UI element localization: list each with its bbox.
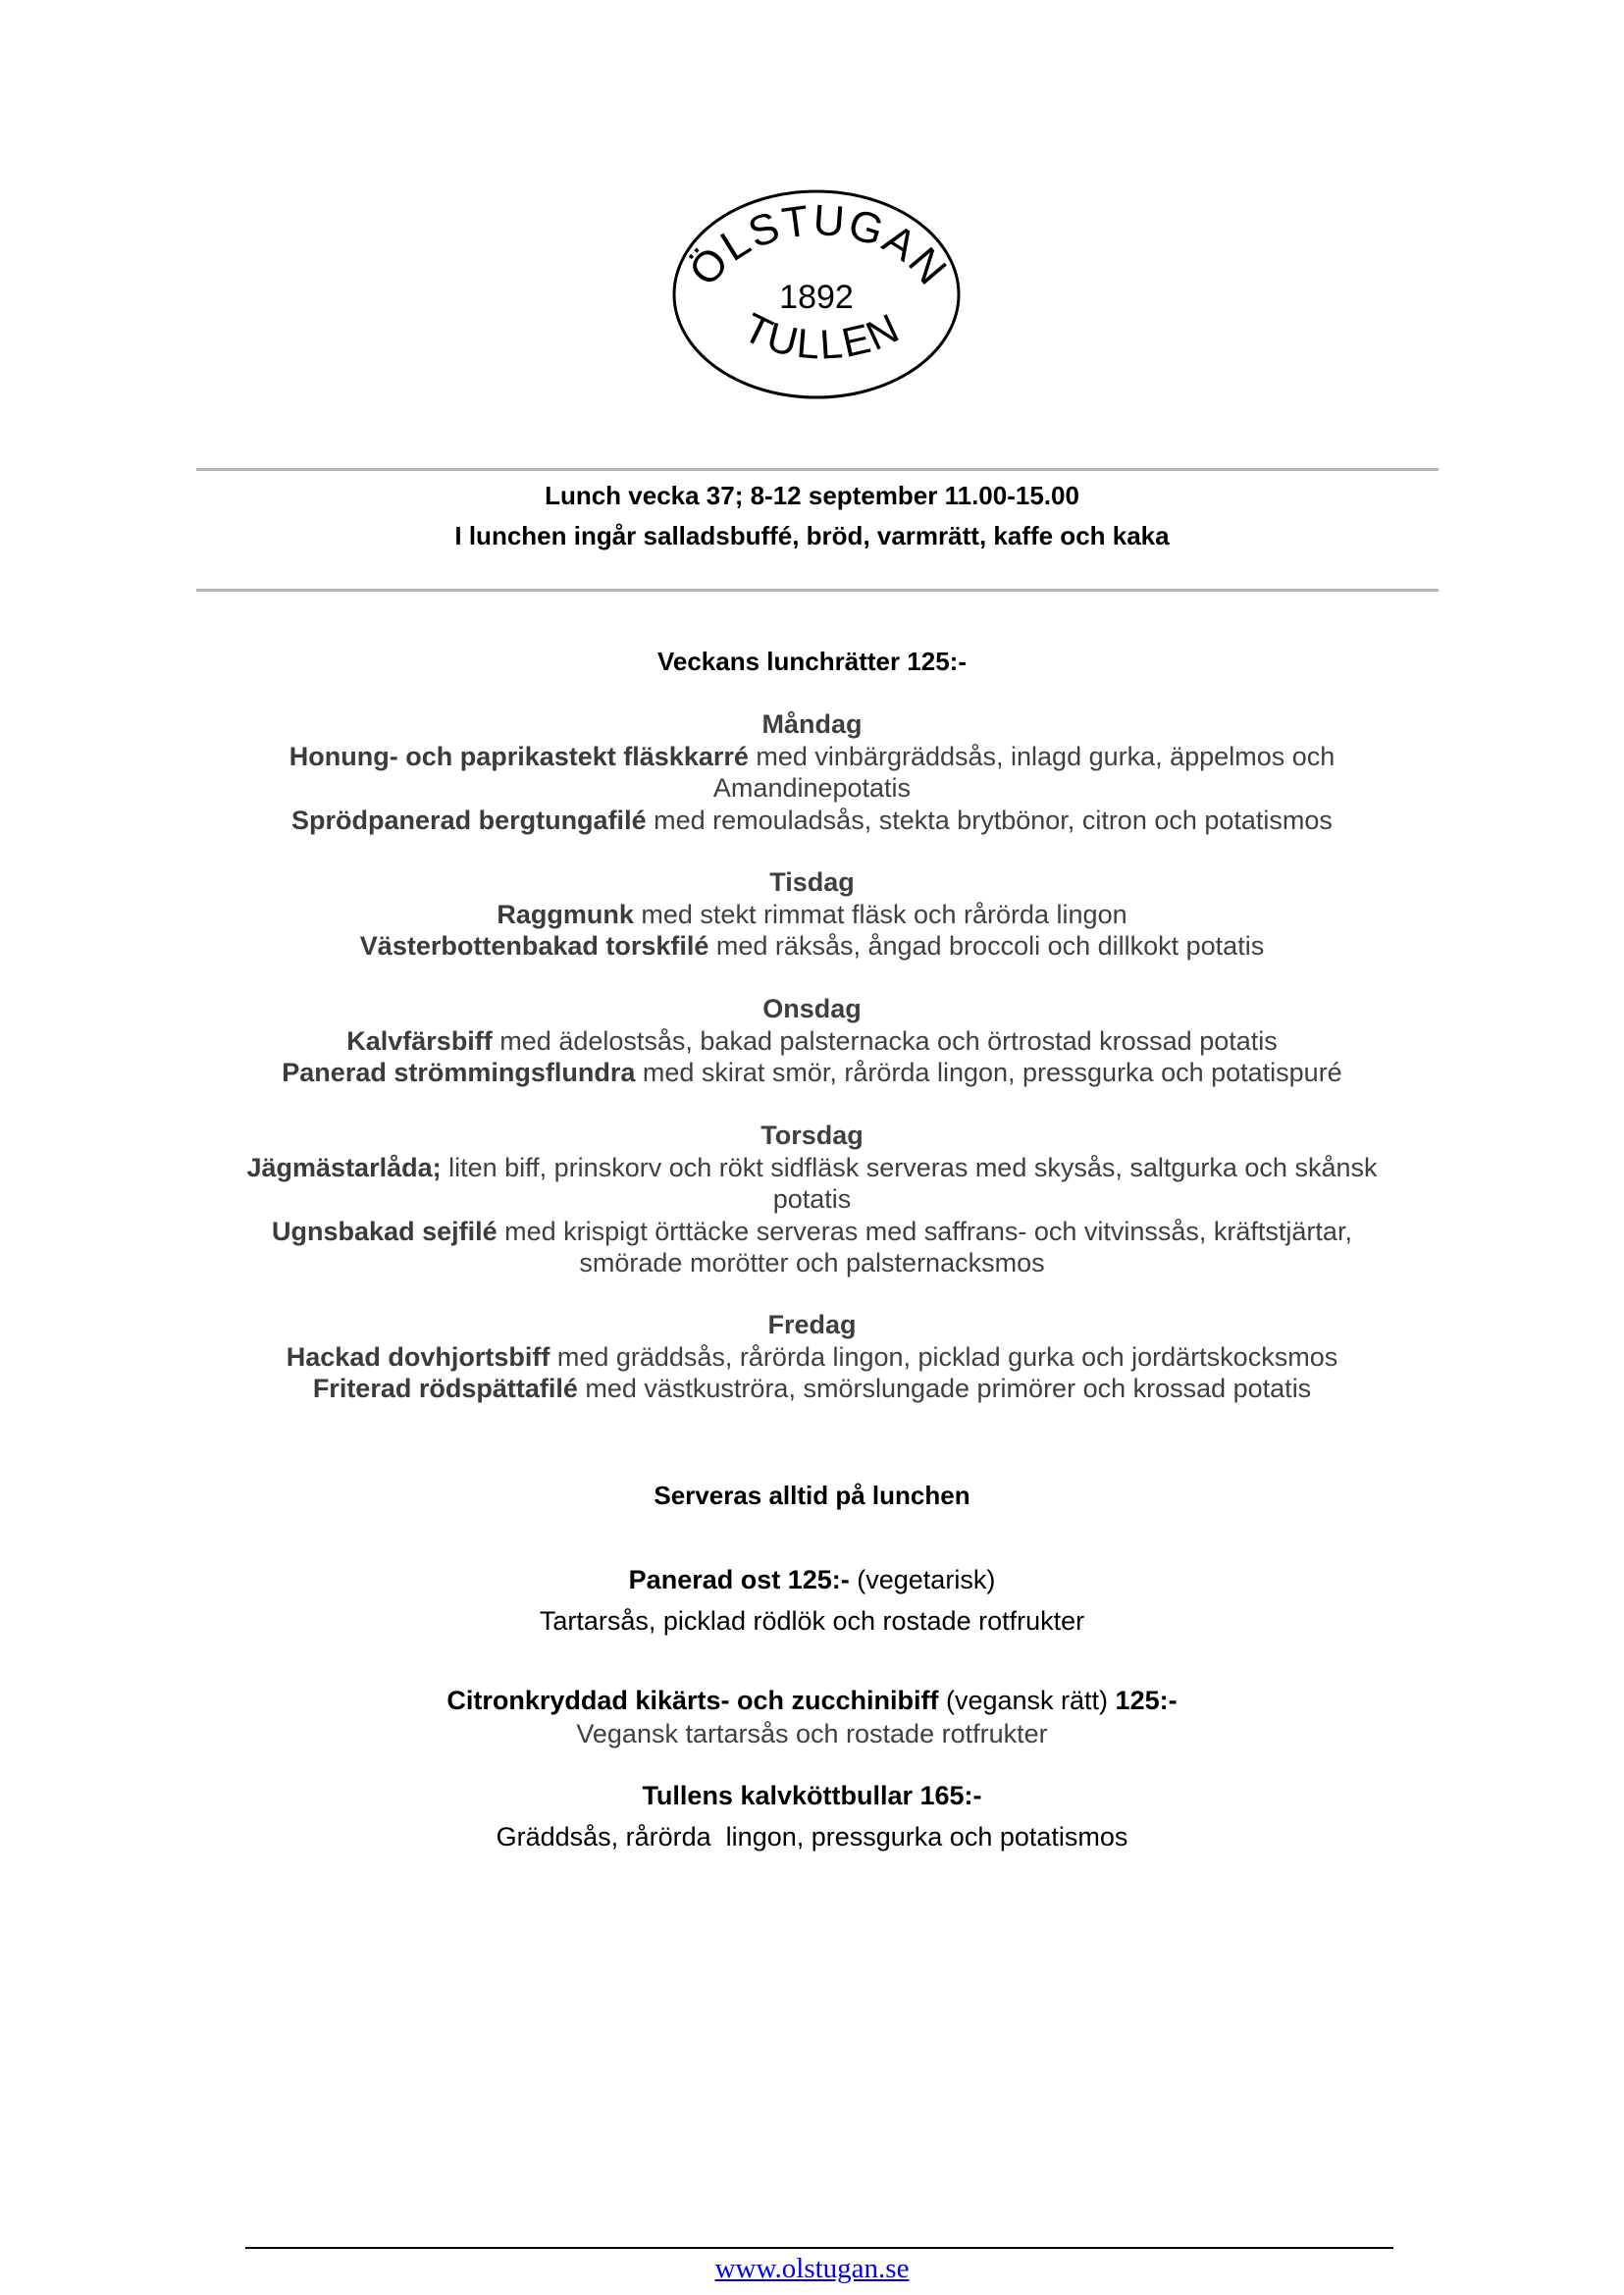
menu-line: Amandinepotatis bbox=[712, 773, 912, 803]
day-name: Måndag bbox=[761, 709, 863, 739]
weekly-title: Veckans lunchrätter 125:- bbox=[656, 647, 968, 676]
menu-line: Sprödpanerad bergtungafilé med remouladsås, stekta brytbönor, citron och potatismos bbox=[291, 805, 1333, 835]
menu-line: Hackad dovhjortsbiff med gräddsås, rårörda lingon, picklad gurka och jordärtskocksmos bbox=[286, 1341, 1338, 1372]
olstugan-tullen-logo bbox=[667, 186, 967, 402]
logo-bottom-text: TULLEN bbox=[736, 303, 908, 368]
day-name: Onsdag bbox=[762, 994, 862, 1023]
footer-divider bbox=[245, 2247, 1393, 2249]
day-block-wednesday bbox=[0, 993, 1624, 1089]
menu-line: Kalvfärsbiff med ädelostsås, bakad palsternacka och örtrostad krossad potatis bbox=[346, 1025, 1278, 1056]
menu-line: smörade morötter och palsternacksmos bbox=[579, 1248, 1045, 1278]
day-block-friday bbox=[0, 1309, 1624, 1405]
menu-line: Panerad strömmingsflundra med skirat smör, rårörda lingon, pressgurka och potatispuré bbox=[282, 1058, 1342, 1087]
website-link[interactable]: www.olstugan.se bbox=[714, 2253, 910, 2284]
always-cheese-desc: Tartarsås, picklad rödlök och rostade rotfrukter bbox=[539, 1606, 1085, 1636]
logo-year: 1892 bbox=[779, 279, 854, 316]
menu-line: potatis bbox=[772, 1184, 852, 1214]
always-meatballs-title: Tullens kalvköttbullar 165:- bbox=[642, 1781, 982, 1810]
divider-top bbox=[196, 468, 1439, 471]
day-name: Tisdag bbox=[769, 867, 855, 897]
menu-line: Ugnsbakad sejfilé med krispigt örttäcke serveras med saffrans- och vitvinssås, kräftstjärtar, bbox=[272, 1216, 1352, 1246]
day-block-monday bbox=[0, 708, 1624, 836]
menu-line: Jägmästarlåda; liten biff, prinskorv och rökt sidfläsk serveras med skysås, saltgurka och skånsk bbox=[246, 1152, 1378, 1182]
header-includes: I lunchen ingår salladsbuffé, bröd, varmrätt, kaffe och kaka bbox=[454, 521, 1170, 550]
always-cheese-title: Panerad ost 125:- (vegetarisk) bbox=[628, 1565, 996, 1594]
day-name: Torsdag bbox=[760, 1121, 864, 1150]
menu-line: Västerbottenbakad torskfilé med räksås, ångad broccoli och dillkokt potatis bbox=[359, 931, 1265, 961]
always-title: Serveras alltid på lunchen bbox=[654, 1481, 970, 1510]
day-name: Fredag bbox=[767, 1310, 857, 1339]
always-meatballs-desc: Gräddsås, rårörda lingon, pressgurka och potatismos bbox=[496, 1822, 1128, 1852]
divider-bottom bbox=[196, 589, 1439, 592]
menu-line: Honung- och paprikastekt fläskkarré med vinbärgräddsås, inlagd gurka, äppelmos och bbox=[288, 741, 1336, 771]
logo-top-text: ÖLSTUGAN bbox=[679, 195, 958, 295]
header-week: Lunch vecka 37; 8-12 september 11.00-15.00 bbox=[545, 481, 1079, 510]
day-block-tuesday bbox=[0, 866, 1624, 963]
menu-line: Raggmunk med stekt rimmat fläsk och rårörda lingon bbox=[497, 899, 1127, 929]
menu-line: Friterad rödspättafilé med västkuströra, smörslungade primörer och krossad potatis bbox=[312, 1374, 1312, 1403]
day-block-thursday bbox=[0, 1120, 1624, 1279]
always-vegan-title: Citronkryddad kikärts- och zucchinibiff (vegansk rätt) 125:- bbox=[446, 1686, 1178, 1715]
always-vegan-desc: Vegansk tartarsås och rostade rotfrukter bbox=[576, 1719, 1048, 1748]
